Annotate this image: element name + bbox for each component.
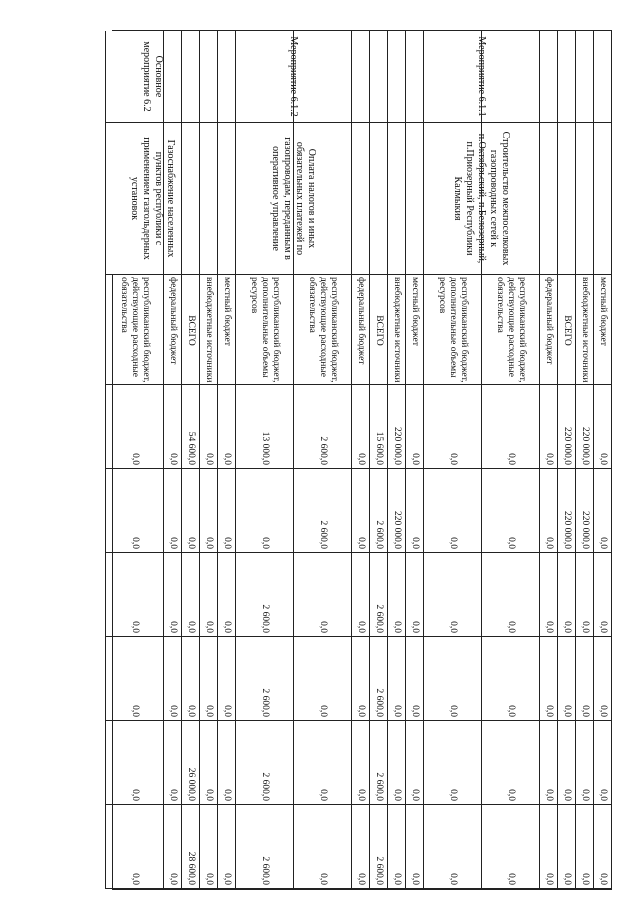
value-cell: 0,0 xyxy=(352,721,369,805)
table-row xyxy=(369,31,387,889)
group-code: Основное мероприятие 6.2 xyxy=(105,31,199,123)
value-cell: 0,0 xyxy=(352,385,369,469)
value-cell: 0,0 xyxy=(294,637,351,721)
funding-source-cell: внебюджетные источники xyxy=(576,275,593,385)
value-cell: 0,0 xyxy=(594,553,611,637)
value-cell: 220 000,0 xyxy=(558,385,575,469)
value-cell: 2 600,0 xyxy=(236,805,293,889)
value-cell: 0,0 xyxy=(388,637,405,721)
value-cell: 2 600,0 xyxy=(370,805,387,889)
funding-source-cell: местный бюджет xyxy=(406,275,423,385)
value-cell: 0,0 xyxy=(236,469,293,553)
group-code: Мероприятие 6.1.1 xyxy=(387,31,575,123)
funding-source-cell: республиканский бюджет, действующие расходные обязательства xyxy=(294,275,351,385)
value-cell: 0,0 xyxy=(294,553,351,637)
value-cell: 0,0 xyxy=(424,469,481,553)
value-cell: 26 000,0 xyxy=(182,721,199,805)
value-cell: 0,0 xyxy=(482,385,539,469)
table-row xyxy=(593,31,611,889)
value-cell: 2 600,0 xyxy=(370,637,387,721)
value-cell: 0,0 xyxy=(540,721,557,805)
funding-source-cell: республиканский бюджет, действующие расходные обязательства xyxy=(482,275,539,385)
funding-source-cell: ВСЕГО xyxy=(182,275,199,385)
value-cell: 0,0 xyxy=(182,553,199,637)
value-cell: 0,0 xyxy=(388,805,405,889)
funding-source-cell: республиканский бюджет, дополнительные объемы ресурсов xyxy=(424,275,481,385)
funding-source-cell: внебюджетные источники xyxy=(388,275,405,385)
value-cell: 0,0 xyxy=(424,637,481,721)
value-cell: 0,0 xyxy=(558,805,575,889)
value-cell: 0,0 xyxy=(576,805,593,889)
value-cell: 0,0 xyxy=(352,553,369,637)
group-name: Газоснабжение населенных пунктов республики с применением газгольдерных установок xyxy=(105,123,199,275)
value-cell: 0,0 xyxy=(540,385,557,469)
table-row xyxy=(575,31,593,889)
funding-source-cell: внебюджетные источники xyxy=(200,275,217,385)
value-cell: 0,0 xyxy=(424,553,481,637)
value-cell: 0,0 xyxy=(200,637,217,721)
value-cell: 0,0 xyxy=(218,469,235,553)
value-cell: 0,0 xyxy=(106,553,163,637)
value-cell: 0,0 xyxy=(482,721,539,805)
budget-table xyxy=(112,30,612,890)
value-cell: 220 000,0 xyxy=(388,385,405,469)
value-cell: 0,0 xyxy=(294,805,351,889)
value-cell: 0,0 xyxy=(594,721,611,805)
value-cell: 2 600,0 xyxy=(294,469,351,553)
value-cell: 0,0 xyxy=(540,637,557,721)
value-cell: 0,0 xyxy=(424,721,481,805)
value-cell: 0,0 xyxy=(106,721,163,805)
value-cell: 0,0 xyxy=(200,805,217,889)
table-row xyxy=(423,31,481,889)
value-cell: 0,0 xyxy=(594,637,611,721)
value-cell: 0,0 xyxy=(406,553,423,637)
value-cell: 28 600,0 xyxy=(182,805,199,889)
value-cell: 0,0 xyxy=(388,721,405,805)
table-row xyxy=(199,31,217,889)
value-cell: 0,0 xyxy=(352,637,369,721)
value-cell: 0,0 xyxy=(106,637,163,721)
value-cell: 2 600,0 xyxy=(370,469,387,553)
table-row xyxy=(163,31,181,889)
table-row xyxy=(405,31,423,889)
value-cell: 0,0 xyxy=(200,553,217,637)
table-row xyxy=(539,31,557,889)
value-cell: 0,0 xyxy=(540,805,557,889)
value-cell: 0,0 xyxy=(106,469,163,553)
value-cell: 220 000,0 xyxy=(576,469,593,553)
value-cell: 0,0 xyxy=(576,721,593,805)
value-cell: 54 600,0 xyxy=(182,385,199,469)
value-cell: 220 000,0 xyxy=(558,469,575,553)
value-cell: 0,0 xyxy=(182,469,199,553)
value-cell: 0,0 xyxy=(406,637,423,721)
value-cell: 0,0 xyxy=(294,721,351,805)
funding-source-cell: ВСЕГО xyxy=(558,275,575,385)
value-cell: 0,0 xyxy=(406,385,423,469)
value-cell: 2 600,0 xyxy=(370,721,387,805)
value-cell: 15 600,0 xyxy=(370,385,387,469)
value-cell: 0,0 xyxy=(352,805,369,889)
value-cell: 0,0 xyxy=(182,637,199,721)
funding-source-cell: федеральный бюджет xyxy=(540,275,557,385)
value-cell: 0,0 xyxy=(200,721,217,805)
value-cell: 0,0 xyxy=(558,721,575,805)
table-row xyxy=(217,31,235,889)
funding-source-cell: местный бюджет xyxy=(218,275,235,385)
value-cell: 0,0 xyxy=(164,553,181,637)
table-row xyxy=(557,31,575,889)
value-cell: 0,0 xyxy=(106,385,163,469)
value-cell: 0,0 xyxy=(540,469,557,553)
value-cell: 0,0 xyxy=(218,385,235,469)
value-cell: 0,0 xyxy=(540,553,557,637)
table-row xyxy=(105,31,163,889)
value-cell: 0,0 xyxy=(558,553,575,637)
value-cell: 0,0 xyxy=(164,469,181,553)
value-cell: 0,0 xyxy=(218,805,235,889)
value-cell: 0,0 xyxy=(106,805,163,889)
group-code: Мероприятие 6.1.2 xyxy=(199,31,387,123)
value-cell: 220 000,0 xyxy=(388,469,405,553)
value-cell: 0,0 xyxy=(482,805,539,889)
funding-source-cell: республиканский бюджет, дополнительные объемы ресурсов xyxy=(236,275,293,385)
value-cell: 2 600,0 xyxy=(236,553,293,637)
value-cell: 0,0 xyxy=(482,637,539,721)
group-name: Оплата налогов и иных обязательных платежей по газопроводам, переданным в оперативное управление xyxy=(199,123,387,275)
funding-source-cell: федеральный бюджет xyxy=(164,275,181,385)
value-cell: 2 600,0 xyxy=(236,637,293,721)
value-cell: 0,0 xyxy=(594,385,611,469)
value-cell: 0,0 xyxy=(164,385,181,469)
table-row xyxy=(481,31,539,889)
value-cell: 0,0 xyxy=(164,637,181,721)
funding-source-cell: федеральный бюджет xyxy=(352,275,369,385)
value-cell: 0,0 xyxy=(406,805,423,889)
value-cell: 0,0 xyxy=(424,385,481,469)
value-cell: 0,0 xyxy=(218,553,235,637)
value-cell: 0,0 xyxy=(218,637,235,721)
value-cell: 0,0 xyxy=(218,721,235,805)
value-cell: 0,0 xyxy=(482,553,539,637)
funding-source-cell: республиканский бюджет, действующие расходные обязательства xyxy=(106,275,163,385)
value-cell: 0,0 xyxy=(576,553,593,637)
value-cell: 0,0 xyxy=(164,805,181,889)
value-cell: 0,0 xyxy=(482,469,539,553)
value-cell: 2 600,0 xyxy=(370,553,387,637)
value-cell: 2 600,0 xyxy=(236,721,293,805)
value-cell: 13 000,0 xyxy=(236,385,293,469)
table-row xyxy=(293,31,351,889)
table-row xyxy=(387,31,405,889)
group-name: Строительство межпоселковых газопроводных сетей к п.Октябрьский, п.Белозерный, п.Приозерный Республики Калмыкия xyxy=(387,123,575,275)
value-cell: 0,0 xyxy=(388,553,405,637)
funding-source-cell: местный бюджет xyxy=(594,275,611,385)
value-cell: 220 000,0 xyxy=(576,385,593,469)
table-row xyxy=(181,31,199,889)
value-cell: 0,0 xyxy=(424,805,481,889)
value-cell: 0,0 xyxy=(558,637,575,721)
value-cell: 0,0 xyxy=(576,637,593,721)
value-cell: 0,0 xyxy=(200,385,217,469)
value-cell: 0,0 xyxy=(164,721,181,805)
funding-source-cell: ВСЕГО xyxy=(370,275,387,385)
table-row xyxy=(235,31,293,889)
value-cell: 0,0 xyxy=(352,469,369,553)
table-row xyxy=(351,31,369,889)
value-cell: 0,0 xyxy=(594,469,611,553)
value-cell: 0,0 xyxy=(594,805,611,889)
value-cell: 0,0 xyxy=(200,469,217,553)
value-cell: 0,0 xyxy=(406,721,423,805)
value-cell: 0,0 xyxy=(406,469,423,553)
value-cell: 2 600,0 xyxy=(294,385,351,469)
